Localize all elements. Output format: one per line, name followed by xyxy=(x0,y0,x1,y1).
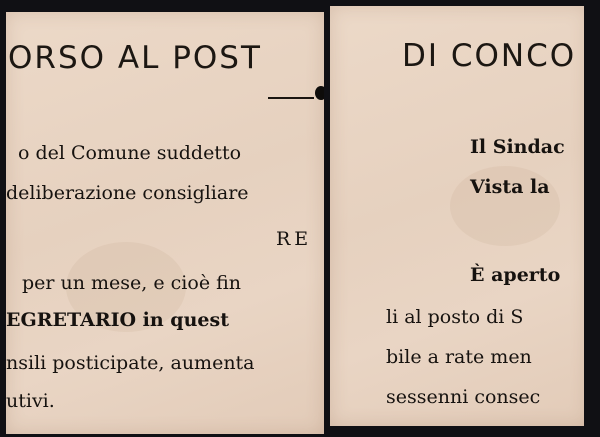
right-line-4: li al posto di S xyxy=(386,306,524,328)
right-line-3: È aperto xyxy=(470,264,561,286)
right-document-fragment xyxy=(330,6,588,426)
left-line-6: nsili posticipate, aumenta xyxy=(6,352,255,374)
left-line-7: utivi. xyxy=(6,390,55,412)
right-line-2: Vista la xyxy=(470,176,550,198)
left-line-5: EGRETARIO in quest xyxy=(6,309,229,331)
left-line-1: o del Comune suddetto xyxy=(18,142,242,164)
right-line-6: sessenni consec xyxy=(386,386,541,408)
left-line-4: per un mese, e cioè fin xyxy=(22,272,242,294)
left-line-2: deliberazione consigliare xyxy=(6,182,249,204)
left-heading: ORSO AL POST xyxy=(8,40,262,76)
ink-dot xyxy=(315,86,324,100)
left-line-3: RE xyxy=(276,228,313,250)
left-document-fragment xyxy=(6,12,324,434)
heading-rule xyxy=(268,97,314,99)
right-heading: DI CONCO xyxy=(402,38,577,74)
right-line-5: bile a rate men xyxy=(386,346,532,368)
right-line-1: Il Sindac xyxy=(470,136,565,158)
